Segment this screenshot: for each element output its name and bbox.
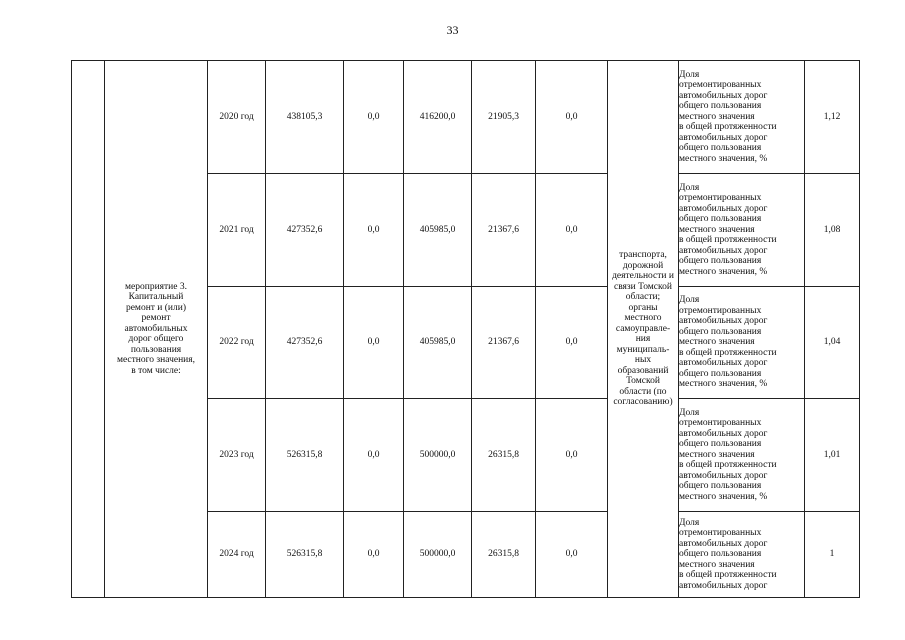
- event-description: мероприятие 3. Капитальный ремонт и (или) ремонт автомобильных дорог общего пользования местного значения, в том числе:: [105, 61, 208, 598]
- year-cell: 2022 год: [208, 287, 266, 399]
- indicator-value: 1: [805, 512, 860, 598]
- local-cell: 26315,8: [472, 399, 536, 512]
- other-cell: 0,0: [536, 399, 608, 512]
- indicator-cell: Доля отремонтированных автомобильных дорог общего пользования местного значения в общей протяженности автомобильных дорог: [679, 512, 805, 598]
- federal-cell: 0,0: [344, 174, 404, 287]
- other-cell: 0,0: [536, 287, 608, 399]
- executor-cell: транспорта, дорожной деятельности и связи Томской области; органы местного самоуправле- ния муниципаль- ных образований Томской области (по согласованию): [608, 61, 679, 598]
- local-cell: 21905,3: [472, 61, 536, 174]
- indicator-cell: Доля отремонтированных автомобильных дорог общего пользования местного значения в общей протяженности автомобильных дорог общего пользования местного значения, %: [679, 174, 805, 287]
- regional-cell: 500000,0: [404, 399, 472, 512]
- program-table: [71, 60, 860, 598]
- indicator-value: 1,12: [805, 61, 860, 174]
- indicator-cell: Доля отремонтированных автомобильных дорог общего пользования местного значения в общей протяженности автомобильных дорог общего пользования местного значения, %: [679, 287, 805, 399]
- total-cell: 526315,8: [266, 512, 344, 598]
- regional-cell: 500000,0: [404, 512, 472, 598]
- empty-cell: [72, 61, 105, 598]
- total-cell: 427352,6: [266, 174, 344, 287]
- total-cell: 427352,6: [266, 287, 344, 399]
- regional-cell: 405985,0: [404, 174, 472, 287]
- federal-cell: 0,0: [344, 61, 404, 174]
- local-cell: 26315,8: [472, 512, 536, 598]
- federal-cell: 0,0: [344, 399, 404, 512]
- page-number: 33: [446, 23, 459, 37]
- total-cell: 526315,8: [266, 399, 344, 512]
- table-row: [72, 61, 860, 174]
- indicator-value: 1,01: [805, 399, 860, 512]
- indicator-value: 1,08: [805, 174, 860, 287]
- indicator-cell: Доля отремонтированных автомобильных дорог общего пользования местного значения в общей протяженности автомобильных дорог общего пользования местного значения, %: [679, 61, 805, 174]
- regional-cell: 405985,0: [404, 287, 472, 399]
- local-cell: 21367,6: [472, 287, 536, 399]
- regional-cell: 416200,0: [404, 61, 472, 174]
- indicator-value: 1,04: [805, 287, 860, 399]
- other-cell: 0,0: [536, 512, 608, 598]
- local-cell: 21367,6: [472, 174, 536, 287]
- year-cell: 2024 год: [208, 512, 266, 598]
- federal-cell: 0,0: [344, 287, 404, 399]
- indicator-cell: Доля отремонтированных автомобильных дорог общего пользования местного значения в общей протяженности автомобильных дорог общего пользования местного значения, %: [679, 399, 805, 512]
- other-cell: 0,0: [536, 174, 608, 287]
- year-cell: 2021 год: [208, 174, 266, 287]
- year-cell: 2023 год: [208, 399, 266, 512]
- federal-cell: 0,0: [344, 512, 404, 598]
- other-cell: 0,0: [536, 61, 608, 174]
- total-cell: 438105,3: [266, 61, 344, 174]
- year-cell: 2020 год: [208, 61, 266, 174]
